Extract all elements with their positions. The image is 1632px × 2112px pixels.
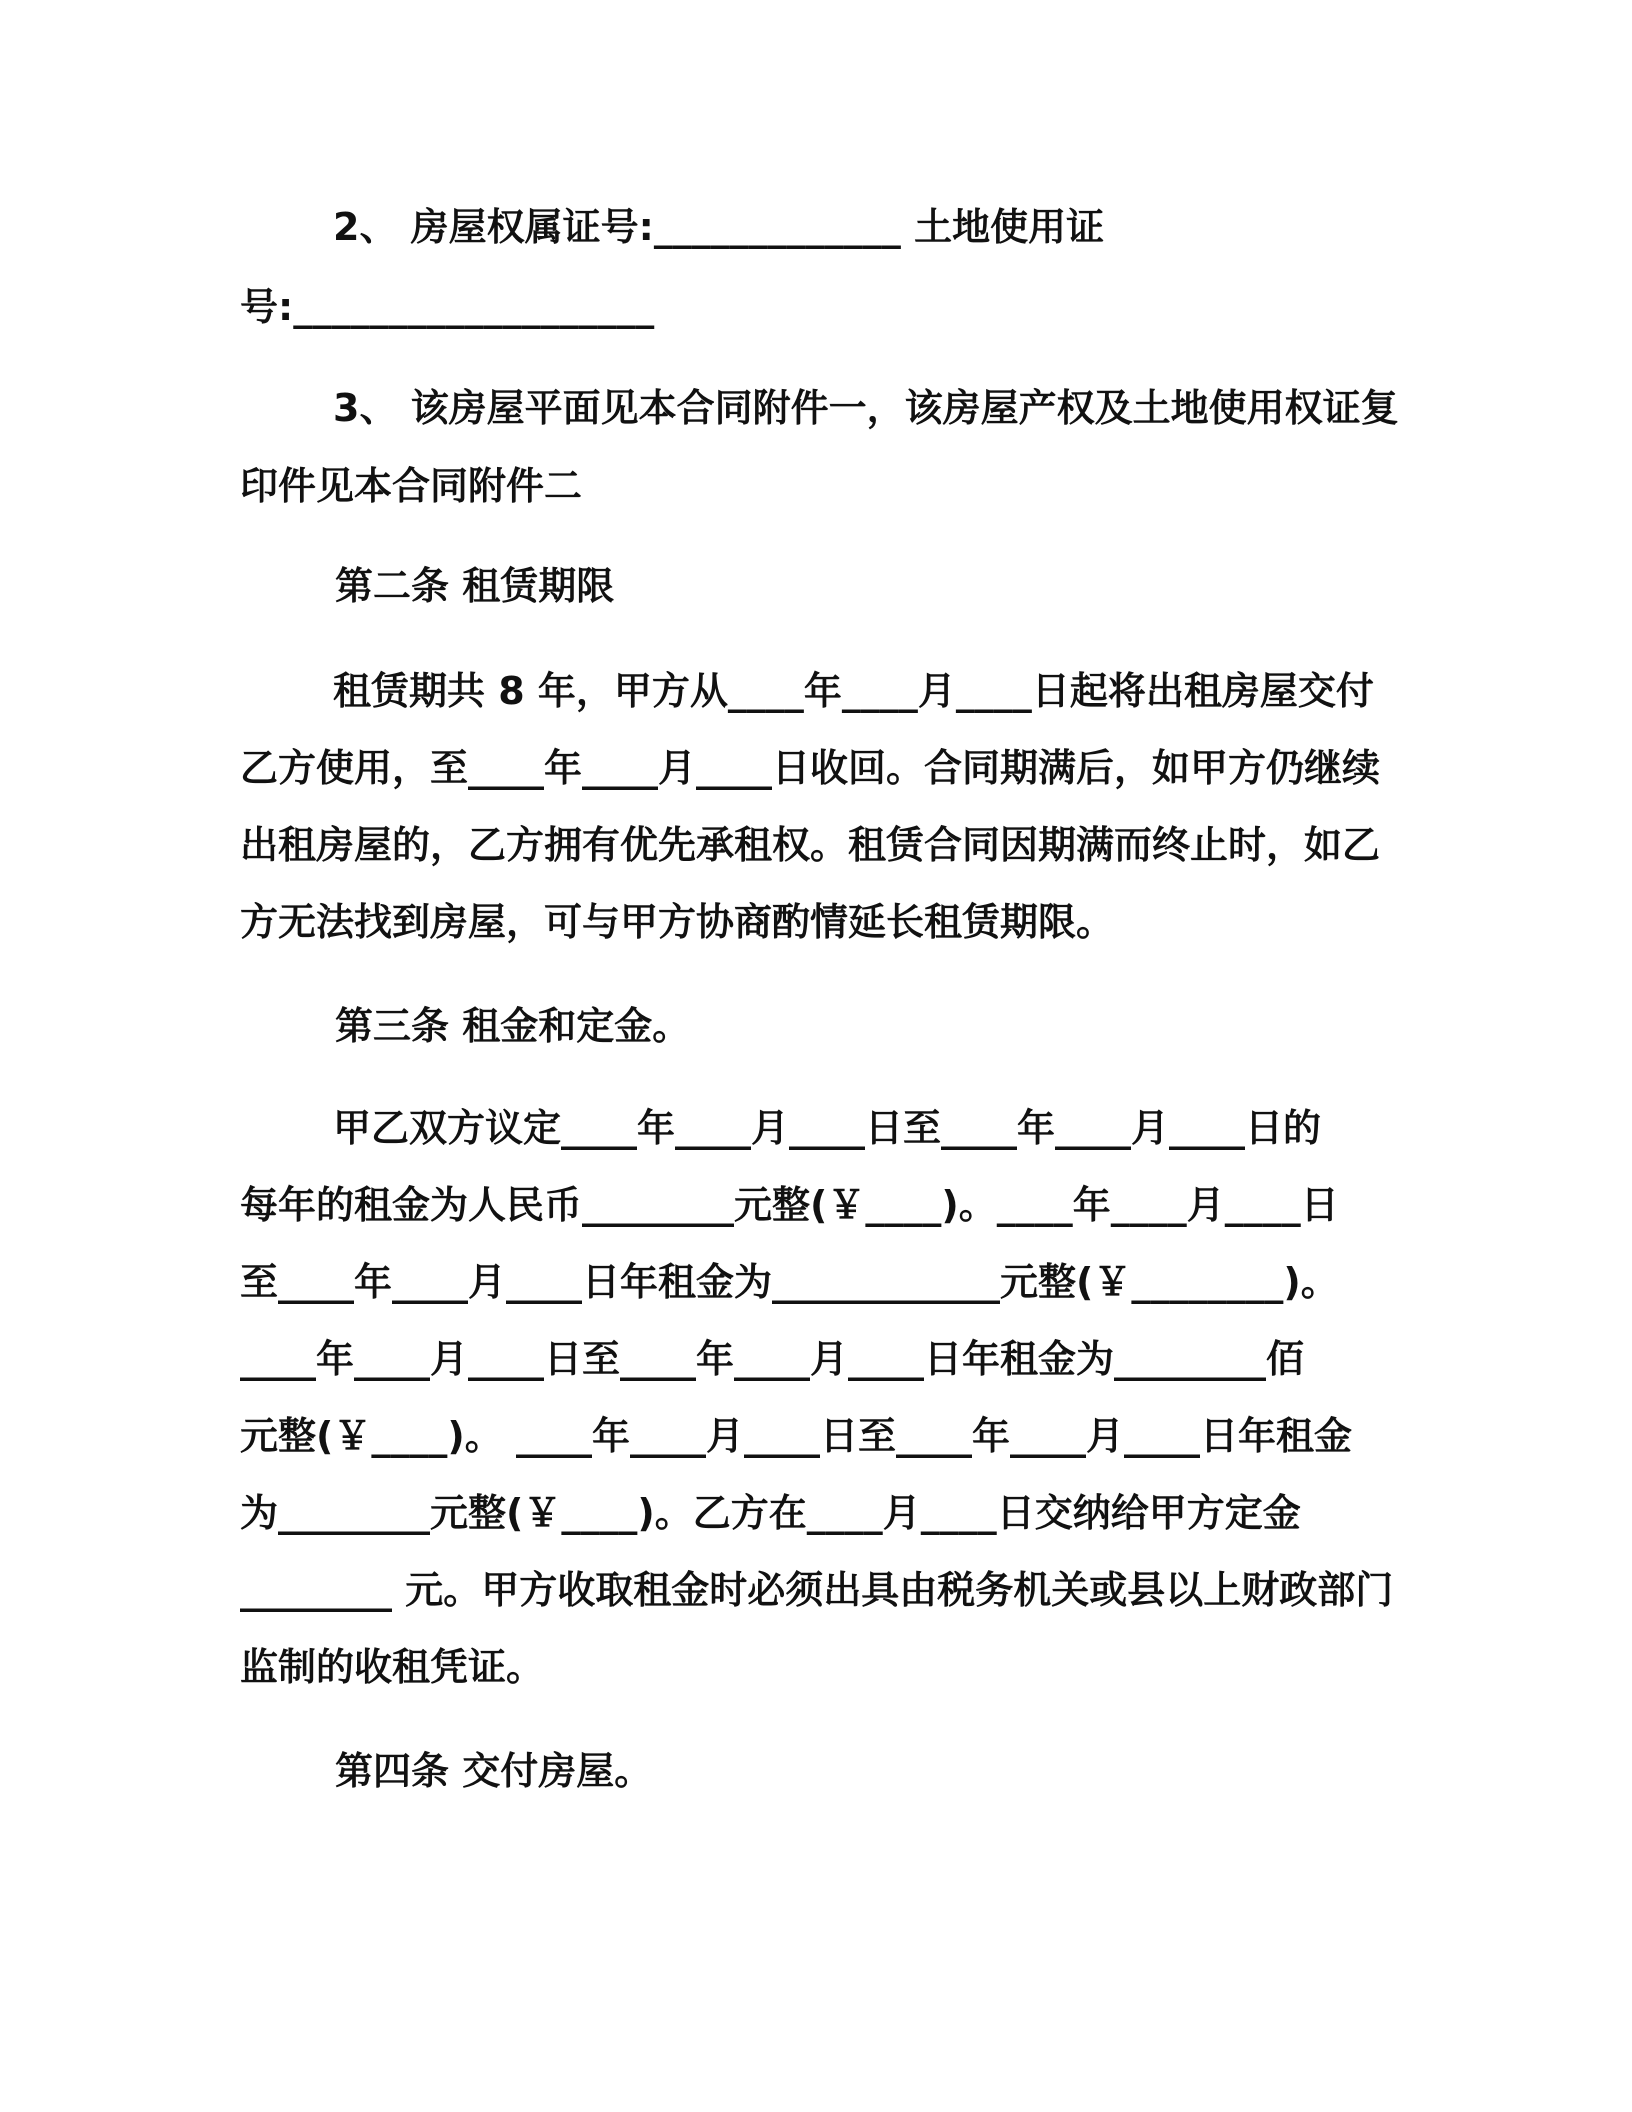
article3-line-4: 元整(￥____)。 ____年____月____日至____年____月____日年租金 — [240, 1414, 1352, 1458]
item3-line1: 3、 该房屋平面见本合同附件一，该房屋产权及土地使用权证复 — [333, 386, 1399, 430]
article2-line-0: 租赁期共 8 年，甲方从____年____月____日起将出租房屋交付 — [333, 669, 1374, 713]
item3-line2: 印件见本合同附件二 — [240, 464, 583, 508]
item2-line1: 2、 房屋权属证号:_____________ 土地使用证 — [333, 205, 1105, 249]
article3-line-7: 监制的收租凭证。 — [240, 1645, 545, 1689]
article2-title: 第二条 租赁期限 — [335, 564, 615, 608]
article3-title: 第三条 租金和定金。 — [335, 1004, 691, 1048]
article3-line-1: 每年的租金为人民币________元整(￥____)。____年____月____日 — [240, 1183, 1339, 1227]
article2-line-3: 方无法找到房屋，可与甲方协商酌情延长租赁期限。 — [240, 900, 1115, 944]
item2-line2: 号:___________________ — [240, 285, 655, 329]
article3-line-5: 为________元整(￥____)。乙方在____月____日交纳给甲方定金 — [240, 1491, 1301, 1535]
article3-line-0: 甲乙双方议定____年____月____日至____年____月____日的 — [333, 1106, 1322, 1150]
article3-line-3: ____年____月____日至____年____月____日年租金为________佰 — [240, 1337, 1305, 1381]
article2-line-2: 出租房屋的，乙方拥有优先承租权。租赁合同因期满而终止时，如乙 — [240, 823, 1381, 867]
article2-line-1: 乙方使用，至____年____月____日收回。合同期满后，如甲方仍继续 — [240, 746, 1381, 790]
article4-title: 第四条 交付房屋。 — [335, 1749, 653, 1793]
article3-line-2: 至____年____月____日年租金为____________元整(￥________)。 — [240, 1260, 1339, 1304]
article3-line-6: ________ 元。甲方收取租金时必须出具由税务机关或县以上财政部门 — [240, 1568, 1394, 1612]
